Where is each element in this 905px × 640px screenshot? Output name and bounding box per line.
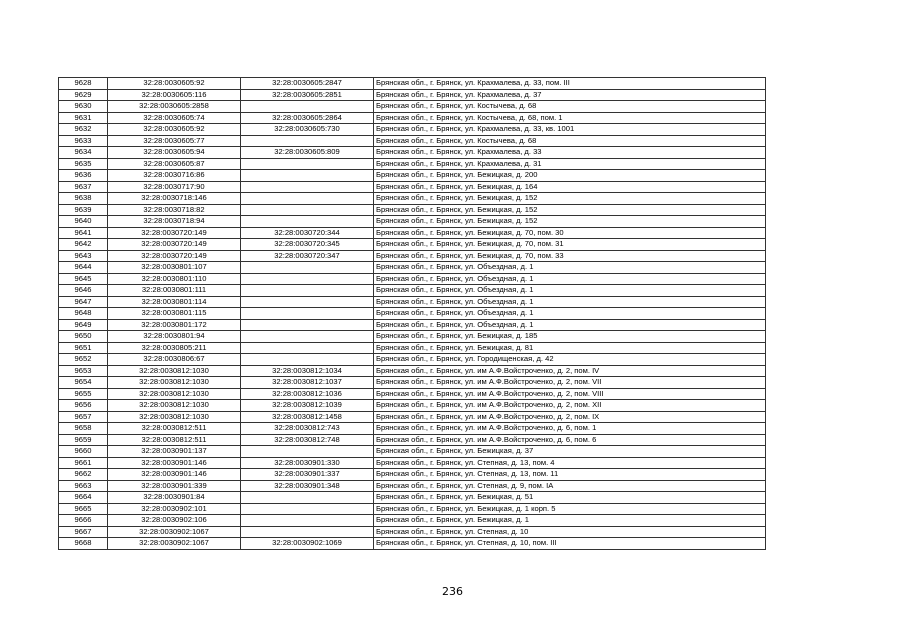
row-number-cell: 9645 (59, 273, 108, 285)
premises-cadastral-number-cell: 32:28:0030720:345 (241, 239, 374, 251)
row-number-cell: 9633 (59, 135, 108, 147)
table-row (59, 365, 766, 377)
row-number-cell: 9664 (59, 492, 108, 504)
cadastral-number-cell: 32:28:0030812:1030 (108, 411, 241, 423)
table-row (59, 216, 766, 228)
table-row (59, 400, 766, 412)
address-cell: Брянская обл., г. Брянск, ул. Бежицкая, д. 1 (374, 515, 766, 527)
premises-cadastral-number-cell (241, 273, 374, 285)
premises-cadastral-number-cell: 32:28:0030812:1036 (241, 388, 374, 400)
row-number-cell: 9649 (59, 319, 108, 331)
cadastral-number-cell: 32:28:0030801:94 (108, 331, 241, 343)
row-number-cell: 9631 (59, 112, 108, 124)
row-number-cell: 9648 (59, 308, 108, 320)
premises-cadastral-number-cell: 32:28:0030812:1039 (241, 400, 374, 412)
page-number: 236 (442, 585, 463, 598)
premises-cadastral-number-cell (241, 135, 374, 147)
row-number-cell: 9662 (59, 469, 108, 481)
address-cell: Брянская обл., г. Брянск, ул. Бежицкая, д. 70, пом. 33 (374, 250, 766, 262)
premises-cadastral-number-cell (241, 193, 374, 205)
table-row (59, 319, 766, 331)
premises-cadastral-number-cell (241, 354, 374, 366)
address-cell: Брянская обл., г. Брянск, ул. Костычева, д. 68 (374, 135, 766, 147)
cadastral-number-cell: 32:28:0030720:149 (108, 250, 241, 262)
table-row (59, 469, 766, 481)
table-row (59, 78, 766, 90)
address-cell: Брянская обл., г. Брянск, ул. им А.Ф.Войстроченко, д. 2, пом. IX (374, 411, 766, 423)
cadastral-number-cell: 32:28:0030720:149 (108, 227, 241, 239)
row-number-cell: 9643 (59, 250, 108, 262)
premises-cadastral-number-cell: 32:28:0030605:2847 (241, 78, 374, 90)
cadastral-number-cell: 32:28:0030812:1030 (108, 400, 241, 412)
premises-cadastral-number-cell (241, 101, 374, 113)
address-cell: Брянская обл., г. Брянск, ул. Объездная, д. 1 (374, 296, 766, 308)
row-number-cell: 9647 (59, 296, 108, 308)
table-row (59, 308, 766, 320)
address-cell: Брянская обл., г. Брянск, ул. Объездная, д. 1 (374, 308, 766, 320)
premises-cadastral-number-cell: 32:28:0030812:748 (241, 434, 374, 446)
table-row (59, 158, 766, 170)
address-cell: Брянская обл., г. Брянск, ул. Бежицкая, д. 185 (374, 331, 766, 343)
cadastral-number-cell: 32:28:0030902:1067 (108, 526, 241, 538)
table-row (59, 285, 766, 297)
cadastral-number-cell: 32:28:0030901:146 (108, 457, 241, 469)
address-cell: Брянская обл., г. Брянск, ул. им А.Ф.Войстроченко, д. 2, пом. IV (374, 365, 766, 377)
premises-cadastral-number-cell (241, 262, 374, 274)
table-row (59, 354, 766, 366)
cadastral-number-cell: 32:28:0030605:92 (108, 78, 241, 90)
cadastral-number-cell: 32:28:0030801:172 (108, 319, 241, 331)
premises-cadastral-number-cell: 32:28:0030605:809 (241, 147, 374, 159)
cadastral-number-cell: 32:28:0030605:74 (108, 112, 241, 124)
premises-cadastral-number-cell (241, 216, 374, 228)
address-cell: Брянская обл., г. Брянск, ул. Бежицкая, д. 81 (374, 342, 766, 354)
table-row (59, 89, 766, 101)
row-number-cell: 9655 (59, 388, 108, 400)
address-cell: Брянская обл., г. Брянск, ул. Степная, д. 10 (374, 526, 766, 538)
address-cell: Брянская обл., г. Брянск, ул. Бежицкая, д. 152 (374, 204, 766, 216)
table-row (59, 296, 766, 308)
cadastral-number-cell: 32:28:0030901:84 (108, 492, 241, 504)
row-number-cell: 9630 (59, 101, 108, 113)
row-number-cell: 9666 (59, 515, 108, 527)
table-row (59, 227, 766, 239)
cadastral-number-cell: 32:28:0030801:115 (108, 308, 241, 320)
premises-cadastral-number-cell (241, 285, 374, 297)
row-number-cell: 9654 (59, 377, 108, 389)
table-row (59, 538, 766, 550)
cadastral-number-cell: 32:28:0030718:94 (108, 216, 241, 228)
address-cell: Брянская обл., г. Брянск, ул. Бежицкая, д. 70, пом. 30 (374, 227, 766, 239)
row-number-cell: 9637 (59, 181, 108, 193)
premises-cadastral-number-cell: 32:28:0030812:1034 (241, 365, 374, 377)
table-row (59, 262, 766, 274)
address-cell: Брянская обл., г. Брянск, ул. Бежицкая, д. 152 (374, 216, 766, 228)
cadastral-number-cell: 32:28:0030902:106 (108, 515, 241, 527)
cadastral-number-cell: 32:28:0030801:111 (108, 285, 241, 297)
premises-cadastral-number-cell: 32:28:0030901:337 (241, 469, 374, 481)
table-row (59, 181, 766, 193)
premises-cadastral-number-cell: 32:28:0030812:1037 (241, 377, 374, 389)
table-row (59, 457, 766, 469)
cadastral-number-cell: 32:28:0030801:114 (108, 296, 241, 308)
address-cell: Брянская обл., г. Брянск, ул. Бежицкая, д. 200 (374, 170, 766, 182)
address-cell: Брянская обл., г. Брянск, ул. Бежицкая, д. 164 (374, 181, 766, 193)
address-cell: Брянская обл., г. Брянск, ул. Степная, д. 10, пом. III (374, 538, 766, 550)
row-number-cell: 9658 (59, 423, 108, 435)
cadastral-number-cell: 32:28:0030812:1030 (108, 388, 241, 400)
table-row (59, 331, 766, 343)
address-cell: Брянская обл., г. Брянск, ул. Бежицкая, д. 70, пом. 31 (374, 239, 766, 251)
premises-cadastral-number-cell: 32:28:0030720:347 (241, 250, 374, 262)
premises-cadastral-number-cell (241, 181, 374, 193)
address-cell: Брянская обл., г. Брянск, ул. Степная, д. 13, пом. 4 (374, 457, 766, 469)
table-row (59, 135, 766, 147)
row-number-cell: 9634 (59, 147, 108, 159)
row-number-cell: 9657 (59, 411, 108, 423)
address-cell: Брянская обл., г. Брянск, ул. им А.Ф.Войстроченко, д. 6, пом. 6 (374, 434, 766, 446)
cadastral-number-cell: 32:28:0030901:146 (108, 469, 241, 481)
address-cell: Брянская обл., г. Брянск, ул. Костычева, д. 68 (374, 101, 766, 113)
table-row (59, 515, 766, 527)
address-cell: Брянская обл., г. Брянск, ул. им А.Ф.Войстроченко, д. 2, пом. XII (374, 400, 766, 412)
premises-cadastral-number-cell: 32:28:0030902:1069 (241, 538, 374, 550)
table-row (59, 503, 766, 515)
cadastral-number-cell: 32:28:0030605:94 (108, 147, 241, 159)
premises-cadastral-number-cell (241, 170, 374, 182)
premises-cadastral-number-cell (241, 296, 374, 308)
table-row (59, 193, 766, 205)
table-row (59, 434, 766, 446)
cadastral-number-cell: 32:28:0030605:77 (108, 135, 241, 147)
cadastral-number-cell: 32:28:0030716:86 (108, 170, 241, 182)
row-number-cell: 9629 (59, 89, 108, 101)
row-number-cell: 9661 (59, 457, 108, 469)
address-cell: Брянская обл., г. Брянск, ул. Степная, д. 13, пом. 11 (374, 469, 766, 481)
cadastral-number-cell: 32:28:0030902:1067 (108, 538, 241, 550)
row-number-cell: 9651 (59, 342, 108, 354)
table-row (59, 101, 766, 113)
cadastral-number-cell: 32:28:0030717:90 (108, 181, 241, 193)
address-cell: Брянская обл., г. Брянск, ул. Крахмалева, д. 33 (374, 147, 766, 159)
cadastral-number-cell: 32:28:0030812:511 (108, 434, 241, 446)
row-number-cell: 9650 (59, 331, 108, 343)
address-cell: Брянская обл., г. Брянск, ул. Крахмалева, д. 31 (374, 158, 766, 170)
premises-cadastral-number-cell (241, 308, 374, 320)
cadastral-number-cell: 32:28:0030902:101 (108, 503, 241, 515)
address-cell: Брянская обл., г. Брянск, ул. им А.Ф.Войстроченко, д. 2, пом. VII (374, 377, 766, 389)
row-number-cell: 9639 (59, 204, 108, 216)
table-row (59, 204, 766, 216)
row-number-cell: 9656 (59, 400, 108, 412)
premises-cadastral-number-cell (241, 331, 374, 343)
premises-cadastral-number-cell: 32:28:0030812:743 (241, 423, 374, 435)
table-row (59, 273, 766, 285)
row-number-cell: 9660 (59, 446, 108, 458)
address-cell: Брянская обл., г. Брянск, ул. Крахмалева, д. 33, кв. 1001 (374, 124, 766, 136)
premises-cadastral-number-cell (241, 492, 374, 504)
address-cell: Брянская обл., г. Брянск, ул. Городищенская, д. 42 (374, 354, 766, 366)
table-row (59, 250, 766, 262)
table-row (59, 377, 766, 389)
address-cell: Брянская обл., г. Брянск, ул. Крахмалева, д. 33, пом. III (374, 78, 766, 90)
address-cell: Брянская обл., г. Брянск, ул. Бежицкая, д. 37 (374, 446, 766, 458)
premises-cadastral-number-cell (241, 204, 374, 216)
row-number-cell: 9642 (59, 239, 108, 251)
premises-cadastral-number-cell (241, 342, 374, 354)
cadastral-number-cell: 32:28:0030720:149 (108, 239, 241, 251)
row-number-cell: 9638 (59, 193, 108, 205)
table-row (59, 492, 766, 504)
address-cell: Брянская обл., г. Брянск, ул. им А.Ф.Войстроченко, д. 2, пом. VIII (374, 388, 766, 400)
row-number-cell: 9667 (59, 526, 108, 538)
address-cell: Брянская обл., г. Брянск, ул. Костычева, д. 68, пом. 1 (374, 112, 766, 124)
address-cell: Брянская обл., г. Брянск, ул. Объездная, д. 1 (374, 285, 766, 297)
premises-cadastral-number-cell: 32:28:0030605:730 (241, 124, 374, 136)
cadastral-number-cell: 32:28:0030812:511 (108, 423, 241, 435)
address-cell: Брянская обл., г. Брянск, ул. Бежицкая, д. 51 (374, 492, 766, 504)
property-table-body (59, 78, 766, 550)
row-number-cell: 9635 (59, 158, 108, 170)
address-cell: Брянская обл., г. Брянск, ул. Крахмалева, д. 37 (374, 89, 766, 101)
premises-cadastral-number-cell (241, 319, 374, 331)
table-row (59, 342, 766, 354)
address-cell: Брянская обл., г. Брянск, ул. Бежицкая, д. 1 корп. 5 (374, 503, 766, 515)
row-number-cell: 9652 (59, 354, 108, 366)
row-number-cell: 9665 (59, 503, 108, 515)
premises-cadastral-number-cell: 32:28:0030812:1458 (241, 411, 374, 423)
row-number-cell: 9640 (59, 216, 108, 228)
table-row (59, 526, 766, 538)
cadastral-number-cell: 32:28:0030812:1030 (108, 365, 241, 377)
cadastral-number-cell: 32:28:0030605:92 (108, 124, 241, 136)
premises-cadastral-number-cell (241, 526, 374, 538)
premises-cadastral-number-cell (241, 503, 374, 515)
table-row (59, 411, 766, 423)
address-cell: Брянская обл., г. Брянск, ул. им А.Ф.Войстроченко, д. 6, пом. 1 (374, 423, 766, 435)
cadastral-number-cell: 32:28:0030718:82 (108, 204, 241, 216)
cadastral-number-cell: 32:28:0030801:107 (108, 262, 241, 274)
cadastral-number-cell: 32:28:0030605:2858 (108, 101, 241, 113)
cadastral-number-cell: 32:28:0030901:339 (108, 480, 241, 492)
address-cell: Брянская обл., г. Брянск, ул. Объездная, д. 1 (374, 273, 766, 285)
premises-cadastral-number-cell (241, 515, 374, 527)
cadastral-number-cell: 32:28:0030605:116 (108, 89, 241, 101)
cadastral-number-cell: 32:28:0030605:87 (108, 158, 241, 170)
table-row (59, 480, 766, 492)
premises-cadastral-number-cell: 32:28:0030901:330 (241, 457, 374, 469)
row-number-cell: 9659 (59, 434, 108, 446)
cadastral-number-cell: 32:28:0030806:67 (108, 354, 241, 366)
table-row (59, 388, 766, 400)
premises-cadastral-number-cell: 32:28:0030901:348 (241, 480, 374, 492)
table-row (59, 124, 766, 136)
premises-cadastral-number-cell (241, 446, 374, 458)
cadastral-number-cell: 32:28:0030718:146 (108, 193, 241, 205)
cadastral-number-cell: 32:28:0030805:211 (108, 342, 241, 354)
table-row (59, 147, 766, 159)
row-number-cell: 9628 (59, 78, 108, 90)
address-cell: Брянская обл., г. Брянск, ул. Объездная, д. 1 (374, 262, 766, 274)
premises-cadastral-number-cell: 32:28:0030720:344 (241, 227, 374, 239)
cadastral-number-cell: 32:28:0030901:137 (108, 446, 241, 458)
premises-cadastral-number-cell: 32:28:0030605:2864 (241, 112, 374, 124)
row-number-cell: 9653 (59, 365, 108, 377)
row-number-cell: 9668 (59, 538, 108, 550)
table-row (59, 170, 766, 182)
row-number-cell: 9632 (59, 124, 108, 136)
address-cell: Брянская обл., г. Брянск, ул. Степная, д. 9, пом. IA (374, 480, 766, 492)
cadastral-number-cell: 32:28:0030801:110 (108, 273, 241, 285)
table-row (59, 423, 766, 435)
property-table (58, 77, 766, 550)
row-number-cell: 9641 (59, 227, 108, 239)
cadastral-number-cell: 32:28:0030812:1030 (108, 377, 241, 389)
row-number-cell: 9663 (59, 480, 108, 492)
address-cell: Брянская обл., г. Брянск, ул. Бежицкая, д. 152 (374, 193, 766, 205)
premises-cadastral-number-cell: 32:28:0030605:2851 (241, 89, 374, 101)
table-row (59, 239, 766, 251)
premises-cadastral-number-cell (241, 158, 374, 170)
row-number-cell: 9646 (59, 285, 108, 297)
table-row (59, 112, 766, 124)
table-row (59, 446, 766, 458)
row-number-cell: 9636 (59, 170, 108, 182)
address-cell: Брянская обл., г. Брянск, ул. Объездная, д. 1 (374, 319, 766, 331)
row-number-cell: 9644 (59, 262, 108, 274)
